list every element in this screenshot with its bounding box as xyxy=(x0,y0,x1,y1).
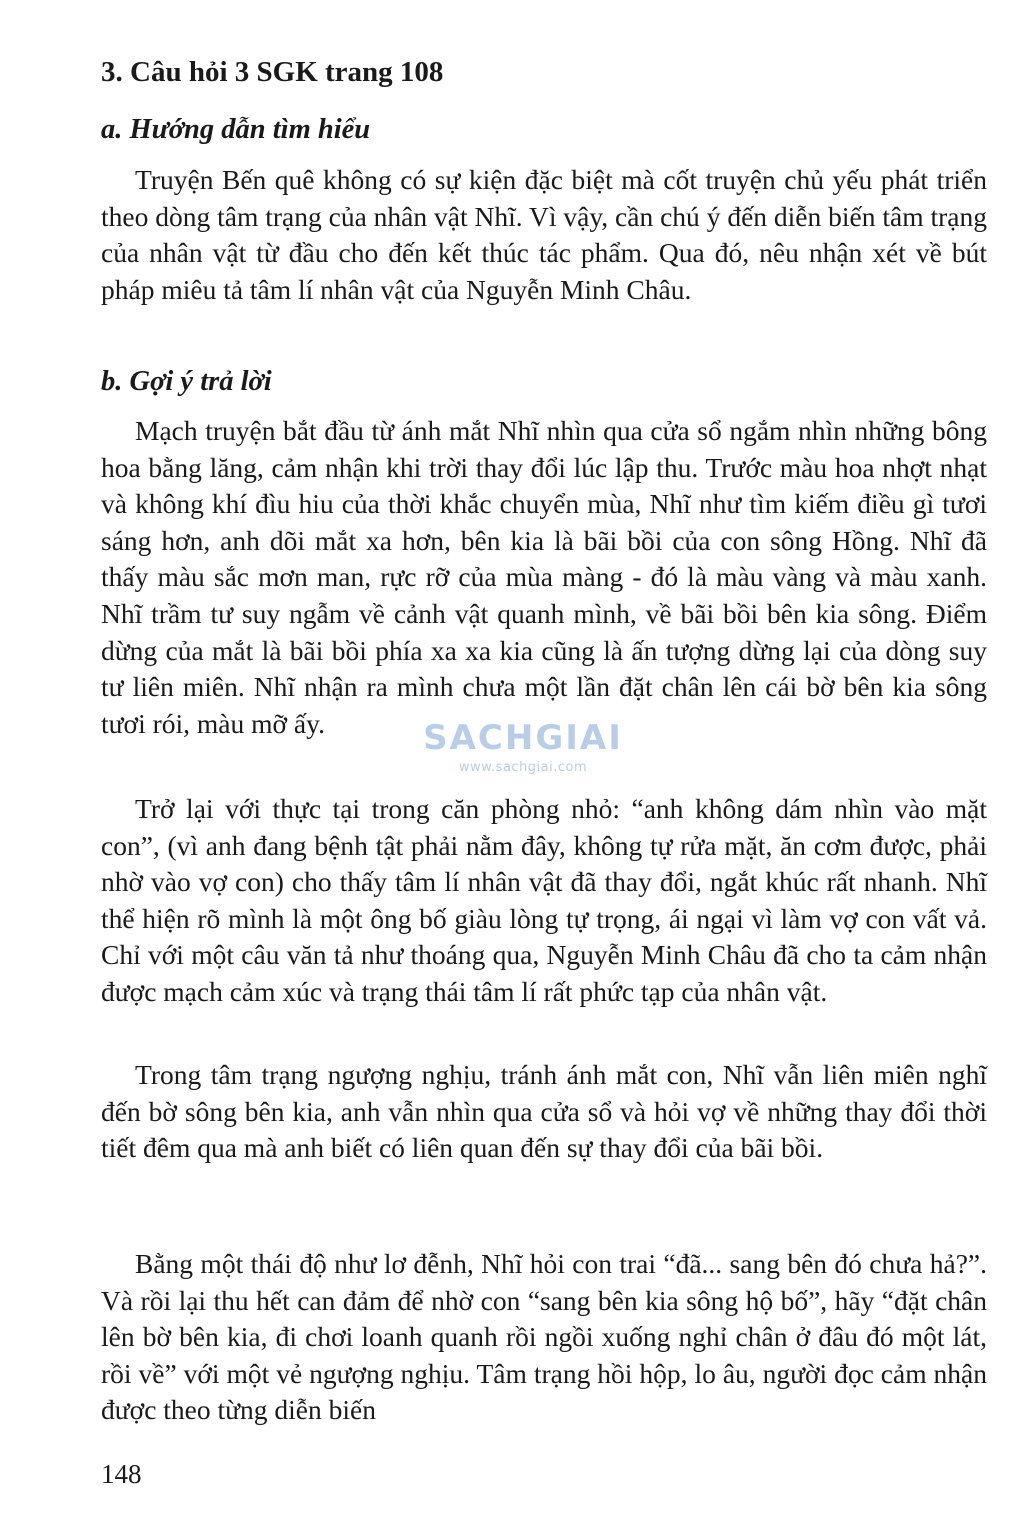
watermark-logo xyxy=(418,716,628,786)
watermark-url: www.sachgiai.com xyxy=(458,760,588,775)
page-number: 148 xyxy=(101,1459,142,1489)
watermark-text: SACHGIAI xyxy=(423,718,623,758)
subsection-b-title: b. Gợi ý trả lời xyxy=(101,366,272,397)
subsection-a-title: a. Hướng dẫn tìm hiểu xyxy=(101,114,371,145)
paragraph-b-4: Bằng một thái độ như lơ đễnh, Nhĩ hỏi con trai “đã... sang bên đó chưa hả?”. Và rồi lại thu hết can đảm để nhờ con “sang bên kia sông hộ bố”, hãy “đặt chân lên bờ bên kia, đi chơi loanh quanh rồi ngồi xuống nghỉ chân ở đâu đó một lát, rồi về” với một vẻ ngượng nghịu. Tâm trạng hồi hộp, lo âu, người đọc cảm nhận được theo từng diễn biến xyxy=(101,1248,987,1426)
paragraph-b-3: Trong tâm trạng ngượng nghịu, tránh ánh mắt con, Nhĩ vẫn liên miên nghĩ đến bờ sông bên kia, anh vẫn nhìn qua cửa sổ và hỏi vợ về những thay đổi thời tiết đêm qua mà anh biết có liên quan đến sự thay đổi của bãi bồi. xyxy=(101,1059,987,1164)
paragraph-b-2: Trở lại với thực tại trong căn phòng nhỏ: “anh không dám nhìn vào mặt con”, (vì anh đang bệnh tật phải nằm đây, không tự rửa mặt, ăn cơm được, phải nhờ vào vợ con) cho thấy tâm lí nhân vật đã thay đổi, ngắt khúc rất nhanh. Nhĩ thể hiện rõ mình là một ông bố giàu lòng tự trọng, ái ngại vì làm vợ con vất vả. Chỉ với một câu văn tả như thoáng qua, Nguyễn Minh Châu đã cho ta cảm nhận được mạch cảm xúc và trạng thái tâm lí rất phức tạp của nhân vật. xyxy=(101,793,987,1007)
section-heading: 3. Câu hỏi 3 SGK trang 108 xyxy=(101,56,444,88)
paragraph-a-1: Truyện Bến quê không có sự kiện đặc biệt mà cốt truyện chủ yếu phát triển theo dòng tâm trạng của nhân vật Nhĩ. Vì vậy, cần chú ý đến diễn biến tâm trạng của nhân vật từ đầu cho đến kết thúc tác phẩm. Qua đó, nêu nhận xét về bút pháp miêu tả tâm lí nhân vật của Nguyễn Minh Châu. xyxy=(101,164,987,305)
paragraph-b-1: Mạch truyện bắt đầu từ ánh mắt Nhĩ nhìn qua cửa sổ ngắm nhìn những bông hoa bằng lăng, cảm nhận khi trời thay đổi lúc lập thu. Trước màu hoa nhợt nhạt và không khí đìu hiu của thời khắc chuyển mùa, Nhĩ như tìm kiếm điều gì tươi sáng hơn, anh dõi mắt xa hơn, bên kia là bãi bồi của con sông Hồng. Nhĩ đã thấy màu sắc mơn man, rực rỡ của mùa màng - đó là màu vàng và màu xanh. Nhĩ trầm tư suy ngẫm về cảnh vật quanh mình, về bãi bồi bên kia sông. Điểm dừng của mắt là bãi bồi phía xa xa kia cũng là ấn tượng dừng lại của dòng suy tư liên miên. Nhĩ nhận ra mình chưa một lần đặt chân lên cái bờ bên kia sông tươi rói, màu mỡ ấy. xyxy=(101,415,987,739)
